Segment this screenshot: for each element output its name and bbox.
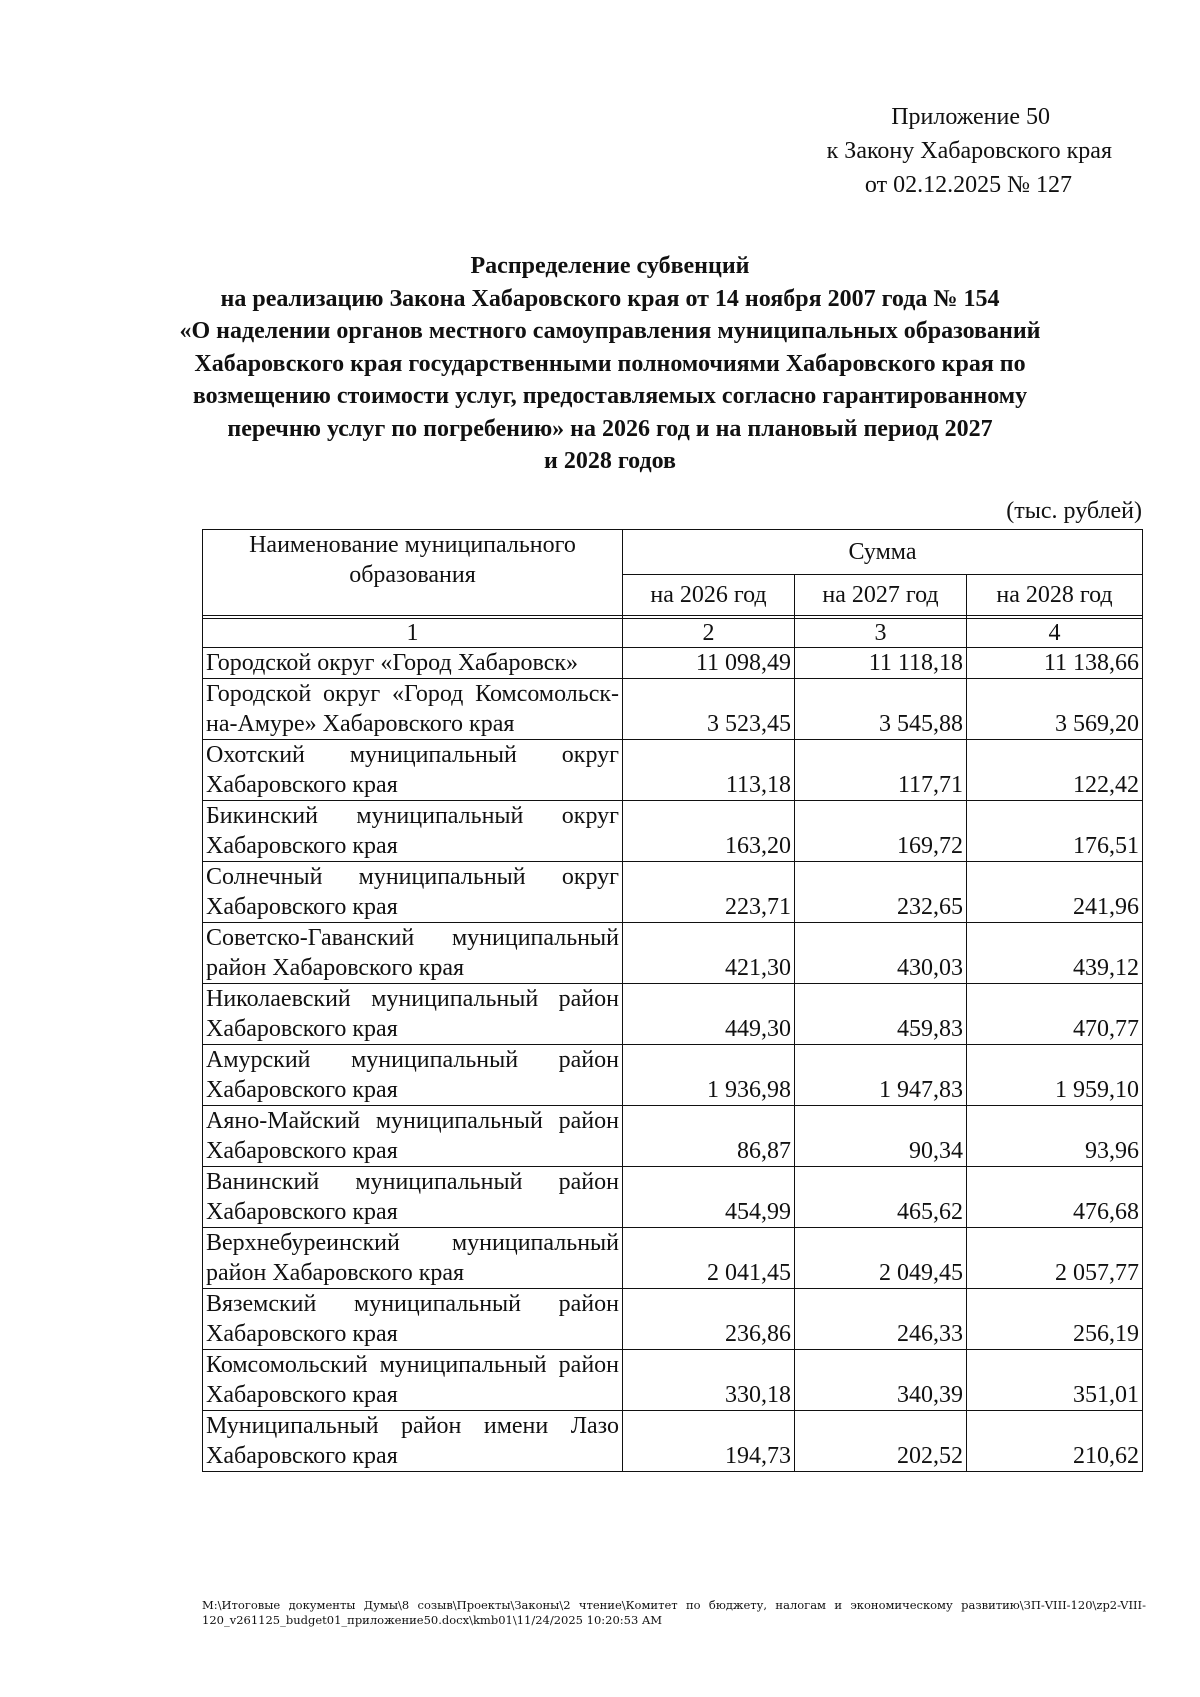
column-number: 1 — [203, 619, 623, 648]
value-2028: 176,51 — [967, 801, 1143, 862]
municipality-name: Верхнебуреинский муниципальный район Хабаровского края — [203, 1228, 623, 1289]
table-row — [203, 862, 1143, 923]
value-2027: 232,65 — [795, 862, 967, 923]
value-2028: 256,19 — [967, 1289, 1143, 1350]
value-2028: 93,96 — [967, 1106, 1143, 1167]
value-2028: 210,62 — [967, 1411, 1143, 1472]
appendix-number: Приложение 50 — [891, 104, 1050, 130]
table-row — [203, 801, 1143, 862]
table-row — [203, 1228, 1143, 1289]
value-2026: 236,86 — [623, 1289, 795, 1350]
appendix-law: к Закону Хабаровского края — [826, 138, 1112, 164]
value-2027: 340,39 — [795, 1350, 967, 1411]
value-2027: 430,03 — [795, 923, 967, 984]
value-2026: 3 523,45 — [623, 679, 795, 740]
value-2026: 194,73 — [623, 1411, 795, 1472]
document-title — [150, 250, 1070, 478]
value-2027: 3 545,88 — [795, 679, 967, 740]
table-row — [203, 1411, 1143, 1472]
value-2028: 11 138,66 — [967, 648, 1143, 679]
municipality-name: Амурский муниципальный район Хабаровского края — [203, 1045, 623, 1106]
column-number-row — [203, 619, 1143, 648]
municipality-name: Солнечный муниципальный округ Хабаровского края — [203, 862, 623, 923]
column-number: 3 — [795, 619, 967, 648]
table-row — [203, 740, 1143, 801]
value-2026: 421,30 — [623, 923, 795, 984]
appendix-header — [692, 100, 1112, 202]
table-row — [203, 648, 1143, 679]
municipality-name: Охотский муниципальный округ Хабаровского края — [203, 740, 623, 801]
value-2026: 223,71 — [623, 862, 795, 923]
municipality-name: Городской округ «Город Хабаровск» — [203, 648, 623, 679]
value-2027: 90,34 — [795, 1106, 967, 1167]
value-2026: 11 098,49 — [623, 648, 795, 679]
value-2027: 202,52 — [795, 1411, 967, 1472]
title-line: на реализацию Закона Хабаровского края от 14 ноября 2007 года № 154 — [220, 285, 1000, 312]
value-2028: 1 959,10 — [967, 1045, 1143, 1106]
value-2027: 246,33 — [795, 1289, 967, 1350]
title-line: перечню услуг по погребению» на 2026 год и на плановый период 2027 — [227, 415, 993, 442]
municipality-name: Советско-Гаванский муниципальный район Хабаровского края — [203, 923, 623, 984]
value-2028: 470,77 — [967, 984, 1143, 1045]
value-2026: 2 041,45 — [623, 1228, 795, 1289]
header-year-2028: на 2028 год — [967, 575, 1143, 616]
value-2027: 2 049,45 — [795, 1228, 967, 1289]
header-name: Наименование муниципального образования — [203, 530, 623, 616]
table-row — [203, 1106, 1143, 1167]
value-2026: 163,20 — [623, 801, 795, 862]
value-2028: 122,42 — [967, 740, 1143, 801]
municipality-name: Вяземский муниципальный район Хабаровского края — [203, 1289, 623, 1350]
title-line: «О наделении органов местного самоуправления муниципальных образований — [179, 318, 1041, 344]
table-row — [203, 984, 1143, 1045]
value-2028: 241,96 — [967, 862, 1143, 923]
value-2028: 439,12 — [967, 923, 1143, 984]
municipality-name: Аяно-Майский муниципальный район Хабаровского края — [203, 1106, 623, 1167]
title-line: Хабаровского края государственными полномочиями Хабаровского края по — [194, 350, 1026, 377]
title-line: Распределение субвенций — [470, 253, 750, 279]
appendix-date: от 02.12.2025 № 127 — [864, 172, 1072, 198]
value-2026: 454,99 — [623, 1167, 795, 1228]
subvention-table — [202, 529, 1143, 1472]
municipality-name: Городской округ «Город Комсомольск-на-Амуре» Хабаровского края — [203, 679, 623, 740]
title-line: и 2028 годов — [544, 448, 676, 474]
table-row — [203, 1167, 1143, 1228]
value-2027: 169,72 — [795, 801, 967, 862]
municipality-name: Николаевский муниципальный район Хабаровского края — [203, 984, 623, 1045]
value-2028: 476,68 — [967, 1167, 1143, 1228]
municipality-name: Комсомольский муниципальный район Хабаровского края — [203, 1350, 623, 1411]
value-2026: 449,30 — [623, 984, 795, 1045]
table-row — [203, 1289, 1143, 1350]
value-2026: 113,18 — [623, 740, 795, 801]
municipality-name: Бикинский муниципальный округ Хабаровского края — [203, 801, 623, 862]
value-2027: 465,62 — [795, 1167, 967, 1228]
column-number: 4 — [967, 619, 1143, 648]
header-year-2027: на 2027 год — [795, 575, 967, 616]
table-row — [203, 1045, 1143, 1106]
header-sum: Сумма — [623, 530, 1143, 575]
file-path-footer: M:\Итоговые документы Думы\8 созыв\Проекты\Законы\2 чтение\Комитет по бюджету, налогам и экономическому развитию\ЗП-VIII-120\zp2-VIII-120_v261125_budget01_приложение50.docx\kmb01\11/24/2025 10:20:53 AM — [202, 1598, 1146, 1627]
table-row — [203, 923, 1143, 984]
units-label: (тыс. рублей) — [1006, 498, 1142, 524]
value-2028: 3 569,20 — [967, 679, 1143, 740]
municipality-name: Муниципальный район имени Лазо Хабаровского края — [203, 1411, 623, 1472]
value-2026: 1 936,98 — [623, 1045, 795, 1106]
value-2026: 86,87 — [623, 1106, 795, 1167]
table-row — [203, 1350, 1143, 1411]
municipality-name: Ванинский муниципальный район Хабаровского края — [203, 1167, 623, 1228]
value-2028: 2 057,77 — [967, 1228, 1143, 1289]
value-2027: 1 947,83 — [795, 1045, 967, 1106]
table-row — [203, 679, 1143, 740]
value-2027: 459,83 — [795, 984, 967, 1045]
header-year-2026: на 2026 год — [623, 575, 795, 616]
title-line: возмещению стоимости услуг, предоставляемых согласно гарантированному — [192, 383, 1028, 409]
column-number: 2 — [623, 619, 795, 648]
value-2027: 11 118,18 — [795, 648, 967, 679]
value-2027: 117,71 — [795, 740, 967, 801]
value-2028: 351,01 — [967, 1350, 1143, 1411]
value-2026: 330,18 — [623, 1350, 795, 1411]
